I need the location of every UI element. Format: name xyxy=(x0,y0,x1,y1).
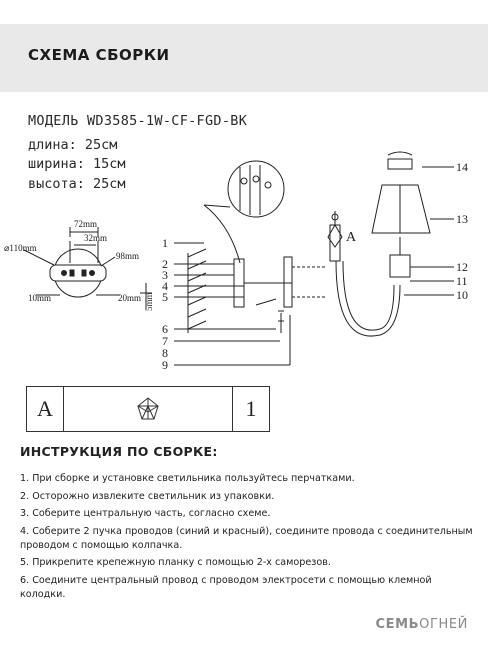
callout-left-1: 1 xyxy=(162,236,168,250)
spec-length: длина: 25см xyxy=(28,137,118,153)
instruction-item: 5. Прикрепите крепежную планку с помощью 2-х саморезов. xyxy=(20,557,331,568)
callout-left-6: 6 xyxy=(162,322,168,336)
model-name: МОДЕЛЬ WD3585-1W-CF-FGD-BK xyxy=(28,113,248,129)
page-title: СХЕМА СБОРКИ xyxy=(28,46,170,64)
instructions-title: ИНСТРУКЦИЯ ПО СБОРКЕ: xyxy=(20,444,218,459)
callout-left-7: 7 xyxy=(162,334,168,348)
callout-right-14: 14 xyxy=(456,160,468,174)
assembly-drawing xyxy=(160,145,480,375)
brand-logo-bold: СЕМЬ xyxy=(375,617,420,632)
callout-left-2: 2 xyxy=(162,257,168,271)
instruction-item: 3. Соберите центральную часть, согласно схеме. xyxy=(20,508,271,519)
callout-right-11: 11 xyxy=(456,274,468,288)
callout-left-5: 5 xyxy=(162,290,168,304)
instruction-item: 1. При сборке и установке светильника пользуйтесь перчатками. xyxy=(20,473,355,484)
dim-72: 72mm xyxy=(74,219,98,229)
brand-logo-light: ОГНЕЙ xyxy=(419,617,468,632)
dim-110: ⌀110mm xyxy=(4,243,37,253)
parts-letter: A xyxy=(27,387,64,431)
callout-left-8: 8 xyxy=(162,346,168,360)
mounting-plate-drawing xyxy=(0,205,170,320)
instructions-list xyxy=(20,472,480,605)
dim-98: 98mm xyxy=(116,251,140,261)
instruction-item: 6. Соедините центральный провод с проводом электросети с помощью клемной колодки. xyxy=(20,574,432,600)
instruction-item: 2. Осторожно извлеките светильник из упаковки. xyxy=(20,490,275,502)
detail-magnifier xyxy=(228,161,284,217)
dim-10: 10mm xyxy=(28,293,52,303)
dim-32: 32mm xyxy=(84,233,108,243)
dim-5: 5mm xyxy=(144,292,154,311)
callout-left-3: 3 xyxy=(162,268,168,282)
brand-logo xyxy=(375,617,468,632)
callout-right-10: 10 xyxy=(456,288,468,302)
callout-left-4: 4 xyxy=(162,279,168,293)
parts-table xyxy=(26,386,270,432)
dim-20: 20mm xyxy=(118,293,142,303)
spec-height: высота: 25см xyxy=(28,176,126,192)
parts-qty: 1 xyxy=(245,396,257,421)
callout-right-13: 13 xyxy=(456,212,468,226)
parts-icon-cell xyxy=(64,387,233,431)
detail-label-a: A xyxy=(346,230,357,245)
instruction-item: 4. Соберите 2 пучка проводов (синий и красный), соедините провода с соединительным проводом с помощью колпачка. xyxy=(20,525,473,551)
spec-width: ширина: 15см xyxy=(28,156,126,172)
crystal-pendant-icon xyxy=(135,396,161,422)
callout-right-12: 12 xyxy=(456,260,468,274)
callout-left-9: 9 xyxy=(162,358,168,372)
